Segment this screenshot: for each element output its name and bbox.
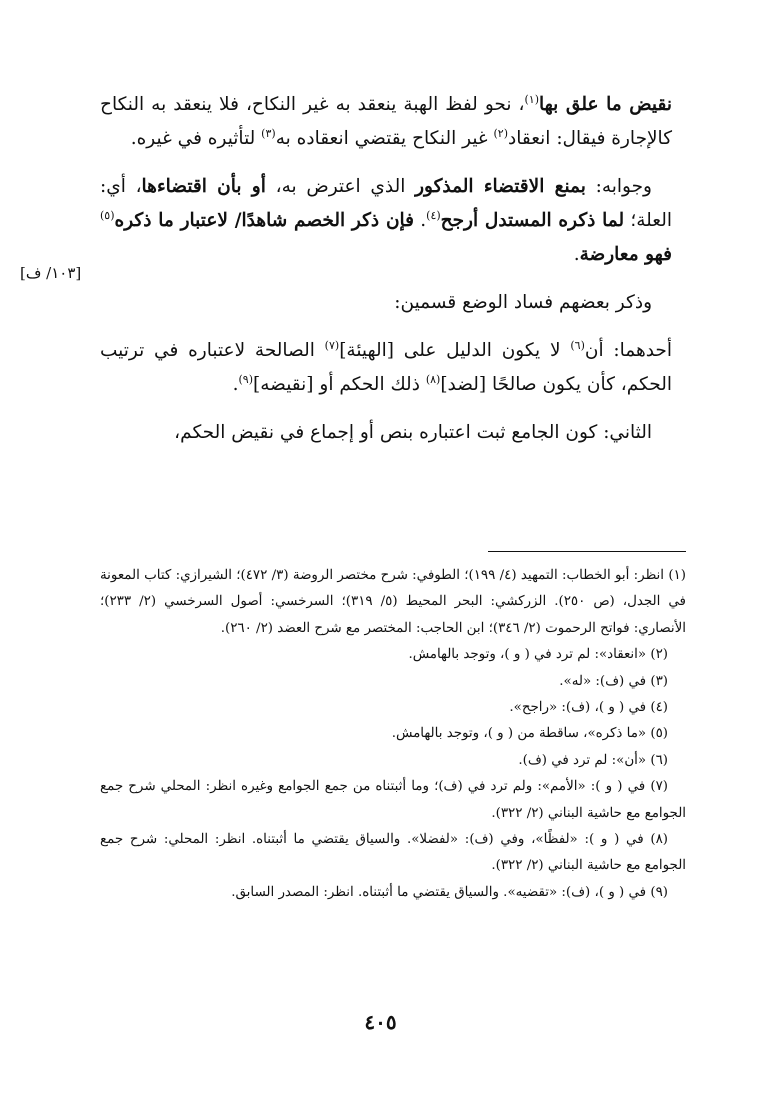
bold-phrase: أو بأن اقتضاءها <box>141 176 266 197</box>
bold-phrase: لما ذكره المستدل أرجح <box>440 210 625 231</box>
footnote-ref[interactable]: (٤) <box>426 208 441 222</box>
footnote-1: (١) انظر: أبو الخطاب: التمهيد (٤/ ١٩٩)؛ الطوفي: شرح مختصر الروضة (٣/ ٤٧٢)؛ الشيرازي: كتاب المعونة في الجدل، (ص ٢٥٠). الزركشي: البحر المحيط (٥/ ٣١٩)؛ السرخسي: أصول السرخسي (٢/ ٢٣٣)؛ الأنصاري: فواتح الرحموت (٢/ ٣٤٦)؛ ابن الحاجب: المختصر مع شرح العضد (٢/ ٢٦٠). <box>100 568 686 636</box>
footnote-3: (٣) في (ف): «له». <box>559 673 668 689</box>
footnote-5: (٥) «ما ذكره»، ساقطة من ( و )، وتوجد بالهامش. <box>391 726 668 742</box>
footnote-6: (٦) «أن»: لم ترد في (ف). <box>518 752 668 768</box>
manuscript-page-marker: [١٠٣/ ف] <box>20 264 82 282</box>
text-run: ، نحو لفظ الهبة ينعقد به غير النكاح، فلا ينعقد به النكاح كالإجارة فيقال: انعقاد <box>100 94 672 149</box>
footnote-ref[interactable]: (٥) <box>100 208 115 222</box>
bold-phrase: فهو معارضة <box>579 244 672 265</box>
text-run: وجوابه: <box>585 176 652 197</box>
footnote-ref[interactable]: (٧) <box>324 338 340 352</box>
paragraph-3: وذكر بعضهم فساد الوضع قسمين: <box>394 292 652 313</box>
paragraph-5: الثاني: كون الجامع ثبت اعتباره بنص أو إجماع في نقيض الحكم، <box>174 422 652 443</box>
footnote-ref[interactable]: (١) <box>524 92 540 106</box>
footnote-divider <box>488 551 686 552</box>
footnote-8: (٨) في ( و ): «لفظًا»، وفي (ف): «لفضلا». والسياق يقتضي ما أثبتناه. انظر: المحلي: شرح جمع الجوامع مع حاشية البناني (٢/ ٣٢٢). <box>100 832 686 874</box>
paragraph-2 <box>100 170 672 272</box>
paragraph-1 <box>100 88 672 156</box>
footnotes <box>100 563 686 906</box>
text-run: لا يكون الدليل على [الهيئة] <box>339 340 571 361</box>
paragraph-4 <box>100 334 672 402</box>
footnote-ref[interactable]: (٢) <box>493 126 508 140</box>
footnote-ref[interactable]: (٣) <box>261 126 276 140</box>
bold-phrase: فإن ذكر الخصم شاهدًا/ لاعتبار ما ذكره <box>114 210 415 231</box>
main-text <box>100 88 672 464</box>
text-run: لتأثيره في غيره. <box>130 128 262 149</box>
text-run: . <box>414 210 427 231</box>
text-run: الذي اعترض به، <box>265 176 416 197</box>
bold-phrase: نقيض ما علق بها <box>539 94 672 115</box>
footnote-ref[interactable]: (٨) <box>425 372 441 386</box>
footnote-7: (٧) في ( و ): «الأمم»: ولم ترد في (ف)؛ وما أثبتناه من جمع الجوامع وغيره انظر: المحلي شرح جمع الجوامع مع حاشية البناني (٢/ ٣٢٢). <box>100 779 686 821</box>
bold-phrase: بمنع الاقتضاء المذكور <box>415 176 586 197</box>
footnote-ref[interactable]: (٩) <box>238 372 254 386</box>
text-run: أحدهما: أن <box>584 340 672 361</box>
footnote-2: (٢) «انعقاد»: لم ترد في ( و )، وتوجد بالهامش. <box>408 647 668 663</box>
footnote-9: (٩) في ( و )، (ف): «تقضيه». والسياق يقتضي ما أثبتناه. انظر: المصدر السابق. <box>231 884 668 900</box>
text-run: . <box>573 244 580 265</box>
text-run: الصالحة لاعتباره في ترتيب الحكم، كأن يكون صالحًا [لضد] <box>100 340 672 395</box>
text-run: . <box>232 374 239 395</box>
footnote-4: (٤) في ( و )، (ف): «راجح». <box>509 700 668 716</box>
text-run: غير النكاح يقتضي انعقاده به <box>275 128 494 149</box>
text-run: ، أي: العلة؛ <box>100 176 672 231</box>
page-number: ٤٠٥ <box>364 1010 397 1034</box>
footnote-ref[interactable]: (٦) <box>570 338 585 352</box>
text-run: ذلك الحكم أو [نقيضه] <box>253 374 426 395</box>
